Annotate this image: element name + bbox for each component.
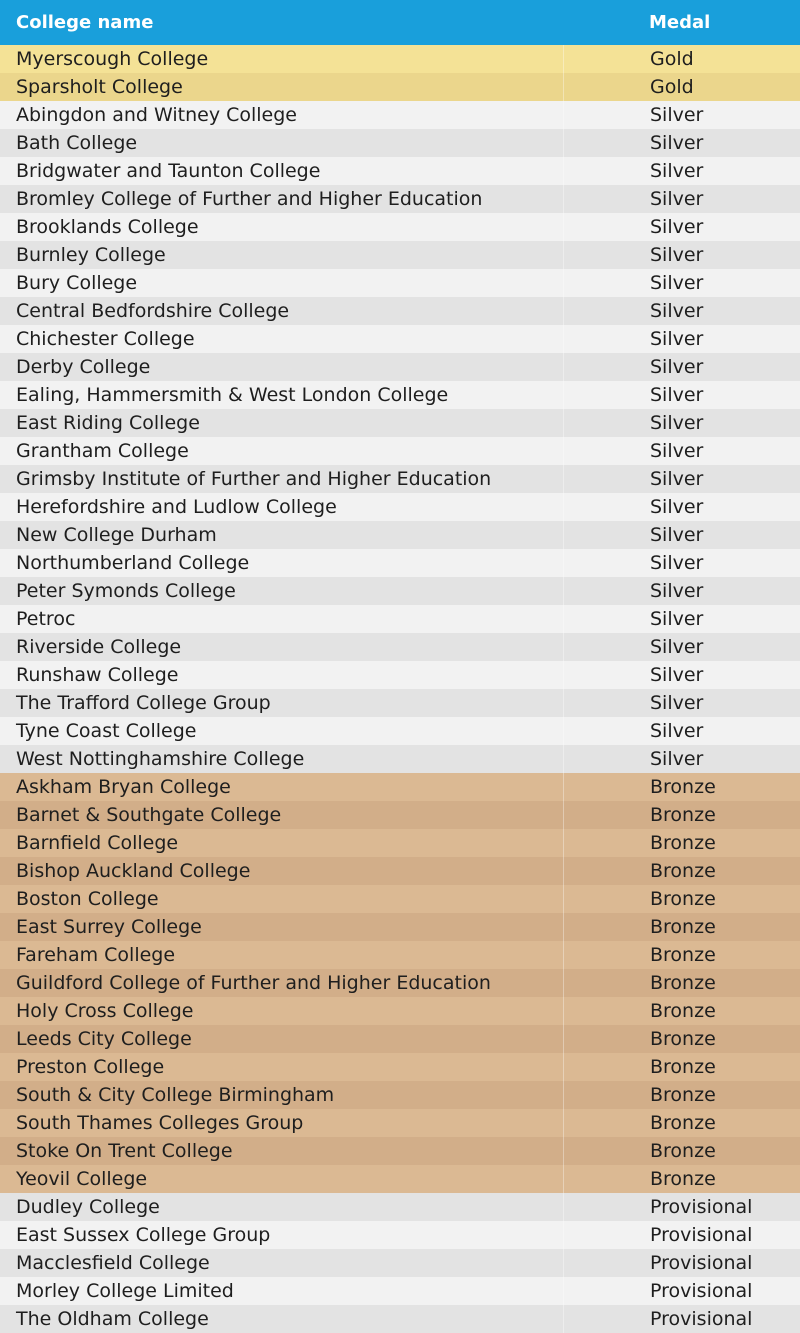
table-row	[0, 1193, 800, 1221]
college-name-cell: Northumberland College	[0, 549, 564, 577]
table-row	[0, 185, 800, 213]
medal-cell: Bronze	[650, 832, 716, 854]
medal-cell: Silver	[650, 384, 704, 406]
medal-cell: Provisional	[650, 1224, 753, 1246]
medal-cell: Gold	[650, 48, 694, 70]
medal-cell: Bronze	[650, 1084, 716, 1106]
table-row	[0, 409, 800, 437]
medal-cell: Silver	[650, 496, 704, 518]
medal-cell: Silver	[650, 188, 704, 210]
table-row	[0, 325, 800, 353]
table-row	[0, 521, 800, 549]
table-row	[0, 45, 800, 73]
medal-cell: Silver	[650, 244, 704, 266]
medal-cell: Silver	[650, 468, 704, 490]
medal-cell: Bronze	[650, 1056, 716, 1078]
medal-cell: Silver	[650, 636, 704, 658]
table-row	[0, 269, 800, 297]
table-row	[0, 1305, 800, 1333]
college-name-cell: East Sussex College Group	[0, 1221, 564, 1249]
college-name-cell: South Thames Colleges Group	[0, 1109, 564, 1137]
table-row	[0, 689, 800, 717]
college-name-cell: Sparsholt College	[0, 73, 564, 101]
table-row	[0, 465, 800, 493]
medal-cell: Silver	[650, 104, 704, 126]
medal-cell: Silver	[650, 160, 704, 182]
medal-cell: Silver	[650, 216, 704, 238]
medal-cell: Provisional	[650, 1280, 753, 1302]
table-row	[0, 1081, 800, 1109]
table-row	[0, 745, 800, 773]
college-name-cell: Chichester College	[0, 325, 564, 353]
medal-cell: Provisional	[650, 1196, 753, 1218]
table-row	[0, 1221, 800, 1249]
table-row	[0, 241, 800, 269]
medal-cell: Bronze	[650, 1028, 716, 1050]
college-name-cell: Askham Bryan College	[0, 773, 564, 801]
medal-cell: Gold	[650, 76, 694, 98]
college-name-cell: New College Durham	[0, 521, 564, 549]
medal-cell: Silver	[650, 580, 704, 602]
college-name-cell: The Oldham College	[0, 1305, 564, 1333]
medal-cell: Bronze	[650, 944, 716, 966]
medal-cell: Silver	[650, 300, 704, 322]
college-name-cell: Bury College	[0, 269, 564, 297]
college-name-cell: Grantham College	[0, 437, 564, 465]
table-row	[0, 73, 800, 101]
medal-cell: Bronze	[650, 1168, 716, 1190]
college-name-cell: East Riding College	[0, 409, 564, 437]
college-name-cell: Fareham College	[0, 941, 564, 969]
college-name-cell: Grimsby Institute of Further and Higher Education	[0, 465, 564, 493]
medal-cell: Bronze	[650, 916, 716, 938]
college-name-cell: Myerscough College	[0, 45, 564, 73]
table-row	[0, 997, 800, 1025]
table-row	[0, 577, 800, 605]
medal-cell: Silver	[650, 412, 704, 434]
college-name-cell: Guildford College of Further and Higher Education	[0, 969, 564, 997]
college-name-cell: Derby College	[0, 353, 564, 381]
table-row	[0, 885, 800, 913]
medal-cell: Provisional	[650, 1308, 753, 1330]
medal-cell: Bronze	[650, 1000, 716, 1022]
medal-cell: Silver	[650, 440, 704, 462]
medal-cell: Silver	[650, 664, 704, 686]
college-name-cell: Brooklands College	[0, 213, 564, 241]
table-row	[0, 157, 800, 185]
table-row	[0, 633, 800, 661]
table-row	[0, 297, 800, 325]
table-row	[0, 1025, 800, 1053]
medal-cell: Bronze	[650, 776, 716, 798]
table-row	[0, 493, 800, 521]
college-name-cell: Morley College Limited	[0, 1277, 564, 1305]
table-row	[0, 213, 800, 241]
medal-cell: Bronze	[650, 972, 716, 994]
table-row	[0, 773, 800, 801]
college-name-cell: Ealing, Hammersmith & West London College	[0, 381, 564, 409]
college-name-cell: Preston College	[0, 1053, 564, 1081]
medal-cell: Bronze	[650, 1112, 716, 1134]
table-body	[0, 45, 800, 1333]
college-name-cell: Abingdon and Witney College	[0, 101, 564, 129]
table-row	[0, 801, 800, 829]
medal-cell: Silver	[650, 692, 704, 714]
header-medal: Medal	[649, 12, 711, 33]
table-row	[0, 1249, 800, 1277]
medal-cell: Silver	[650, 356, 704, 378]
college-name-cell: Stoke On Trent College	[0, 1137, 564, 1165]
table-row	[0, 969, 800, 997]
medal-cell: Bronze	[650, 860, 716, 882]
table-row	[0, 941, 800, 969]
college-name-cell: Runshaw College	[0, 661, 564, 689]
table-row	[0, 661, 800, 689]
college-name-cell: Macclesfield College	[0, 1249, 564, 1277]
college-name-cell: Bromley College of Further and Higher Education	[0, 185, 564, 213]
table-row	[0, 1137, 800, 1165]
college-name-cell: Petroc	[0, 605, 564, 633]
header-college-name: College name	[16, 12, 154, 33]
medal-cell: Bronze	[650, 804, 716, 826]
table-row	[0, 1277, 800, 1305]
table-row	[0, 857, 800, 885]
table-row	[0, 101, 800, 129]
college-name-cell: Bath College	[0, 129, 564, 157]
college-name-cell: East Surrey College	[0, 913, 564, 941]
college-name-cell: South & City College Birmingham	[0, 1081, 564, 1109]
college-name-cell: Central Bedfordshire College	[0, 297, 564, 325]
college-name-cell: Tyne Coast College	[0, 717, 564, 745]
college-name-cell: Riverside College	[0, 633, 564, 661]
college-name-cell: West Nottinghamshire College	[0, 745, 564, 773]
college-name-cell: Holy Cross College	[0, 997, 564, 1025]
college-name-cell: Dudley College	[0, 1193, 564, 1221]
college-name-cell: The Trafford College Group	[0, 689, 564, 717]
college-name-cell: Barnet & Southgate College	[0, 801, 564, 829]
medal-cell: Silver	[650, 552, 704, 574]
college-name-cell: Bridgwater and Taunton College	[0, 157, 564, 185]
table-row	[0, 1165, 800, 1193]
table-row	[0, 437, 800, 465]
college-name-cell: Yeovil College	[0, 1165, 564, 1193]
table-row	[0, 129, 800, 157]
table-row	[0, 605, 800, 633]
medal-cell: Silver	[650, 328, 704, 350]
college-name-cell: Barnfield College	[0, 829, 564, 857]
medal-cell: Silver	[650, 608, 704, 630]
table-row	[0, 549, 800, 577]
college-name-cell: Herefordshire and Ludlow College	[0, 493, 564, 521]
table-row	[0, 913, 800, 941]
college-name-cell: Bishop Auckland College	[0, 857, 564, 885]
medal-cell: Silver	[650, 524, 704, 546]
medal-cell: Provisional	[650, 1252, 753, 1274]
table-row	[0, 1053, 800, 1081]
table-row	[0, 381, 800, 409]
medal-cell: Silver	[650, 720, 704, 742]
medal-cell: Bronze	[650, 888, 716, 910]
college-name-cell: Burnley College	[0, 241, 564, 269]
college-name-cell: Boston College	[0, 885, 564, 913]
medal-cell: Silver	[650, 272, 704, 294]
table-row	[0, 1109, 800, 1137]
college-name-cell: Peter Symonds College	[0, 577, 564, 605]
table-row	[0, 353, 800, 381]
table-row	[0, 829, 800, 857]
medal-cell: Silver	[650, 132, 704, 154]
table-row	[0, 717, 800, 745]
college-name-cell: Leeds City College	[0, 1025, 564, 1053]
table-header	[0, 0, 800, 45]
medal-cell: Bronze	[650, 1140, 716, 1162]
medal-cell: Silver	[650, 748, 704, 770]
